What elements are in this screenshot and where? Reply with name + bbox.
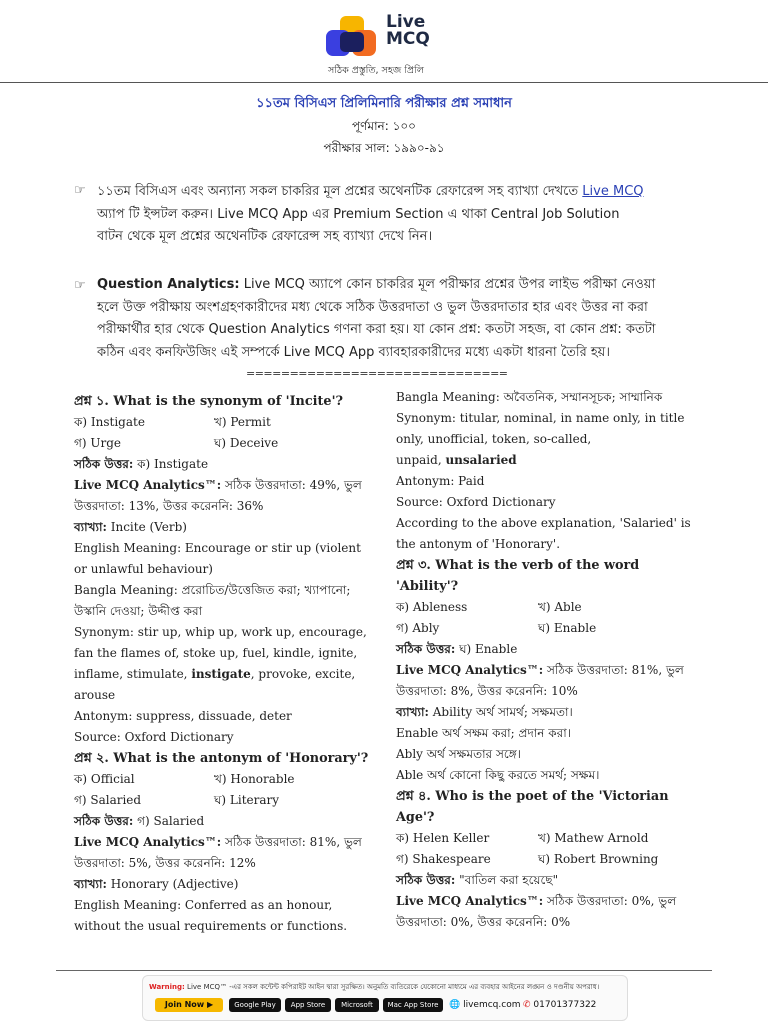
- option: ঘ) Deceive: [214, 436, 279, 450]
- option: খ) Honorable: [214, 772, 295, 786]
- phone-number[interactable]: ✆ 01701377322: [523, 1000, 597, 1010]
- logo-mark-icon: [326, 16, 380, 62]
- globe-icon: 🌐: [449, 1000, 461, 1010]
- question-4: প্রশ্ন ৪. Who is the poet of the 'Victorian: [396, 789, 669, 804]
- mac-app-store-button[interactable]: Mac App Store: [383, 998, 443, 1012]
- logo-tagline: সঠিক প্রস্তুতি, সহজ প্রিলি: [328, 65, 424, 76]
- explanation-1: ব্যাখ্যা: Incite (Verb): [74, 520, 187, 534]
- hand-pointer-icon: ☞: [74, 278, 86, 293]
- question-analytics-label: Question Analytics:: [97, 277, 240, 292]
- header-divider: [0, 82, 768, 83]
- explanation-2: ব্যাখ্যা: Honorary (Adjective): [74, 877, 239, 891]
- section-separator: ==============================: [246, 367, 508, 380]
- join-now-button[interactable]: Join Now ▶: [155, 998, 223, 1012]
- microsoft-store-button[interactable]: Microsoft: [335, 998, 379, 1012]
- intro-paragraph-2: Question Analytics: Live MCQ অ্যাপে কোন চাকরির মূল পরীক্ষার প্রশ্নের উপর লাইভ পরীক্ষা নেওয়া হলে উক্ত পরীক্ষায় অংশগ্রহণকারীদের মধ্য থেকে সঠিক উত্তরদাতা ও ভুল উত্তরদাতার হার এবং উত্তর না করা পরীক্ষার্থীর হার থেকে Question Analytics গণনা করা হয়। যা কোন প্রশ্ন: কতটা সহজ, বা কোন প্রশ্ন: কতটা কঠিন এবং কনফিউজিং এই সম্পর্কে Live MCQ App ব্যাবহারকারীদের মধ্যে একটা ধারনা তৈরি হয়।: [97, 277, 656, 360]
- live-mcq-link[interactable]: Live MCQ: [582, 184, 644, 199]
- analytics-2: Live MCQ Analytics™: সঠিক উত্তরদাতা: 81%, ভুল: [74, 835, 362, 849]
- website-link[interactable]: 🌐 livemcq.com: [449, 1000, 521, 1010]
- analytics-3: Live MCQ Analytics™: সঠিক উত্তরদাতা: 81%, ভুল: [396, 663, 684, 677]
- option: খ) Permit: [214, 415, 271, 429]
- phone-icon: ✆: [523, 1000, 531, 1010]
- option: ক) Helen Keller: [396, 831, 490, 845]
- option: গ) Salaried: [74, 793, 142, 807]
- question-2: প্রশ্ন ২. What is the antonym of 'Honorary'?: [74, 751, 369, 766]
- option: গ) Shakespeare: [396, 852, 491, 866]
- question-4-options: [396, 828, 706, 849]
- live-mcq-logo: [326, 12, 456, 76]
- option: খ) Able: [538, 600, 582, 614]
- analytics-4: Live MCQ Analytics™: সঠিক উত্তরদাতা: 0%, ভুল: [396, 894, 677, 908]
- full-marks: পূর্ণমান: ১০০: [352, 119, 416, 133]
- option: ঘ) Robert Browning: [538, 852, 659, 866]
- intro-paragraph-1: ১১তম বিসিএস এবং অন্যান্য সকল চাকরির মূল প্রশ্নের অথেনটিক রেফারেন্স সহ ব্যাখ্যা দেখতে Live MCQ অ্যাপ টি ইন্সটল করুন। Live MCQ App এর Premium Section এ থাকা Central Job Solution বাটন থেকে মূল প্রশ্নের অথেনটিক রেফারেন্স সহ ব্যাখ্যা দেখে নিন।: [97, 184, 644, 244]
- answer-3: সঠিক উত্তর: ঘ) Enable: [396, 642, 518, 656]
- option: ক) Instigate: [74, 415, 145, 429]
- question-3-options: [396, 597, 706, 618]
- question-1: প্রশ্ন ১. What is the synonym of 'Incite'?: [74, 394, 343, 409]
- page-title: ১১তম বিসিএস প্রিলিমিনারি পরীক্ষার প্রশ্ন সমাধান: [256, 96, 512, 111]
- option: গ) Ably: [396, 621, 440, 635]
- question-3: প্রশ্ন ৩. What is the verb of the word: [396, 558, 640, 573]
- option: ঘ) Literary: [214, 793, 280, 807]
- google-play-button[interactable]: Google Play: [229, 998, 281, 1012]
- left-column: প্রশ্ন ১. What is the synonym of 'Incite'? ক) Instigate খ) Permit গ) Urge ঘ) Deceive সঠিক উত্তর: ক) Instigate Live MCQ Analytics™: সঠিক উত্তরদাতা: 49%, ভুল উত্তরদাতা: 13%, উত্তর করেননি: 36% ব্যাখ্যা: Incite (Verb) English Meaning: Encourage or stir up (violent or unlawful behaviour) Bangla Meaning: প্ররোচিত/উত্তেজিত করা; খ্যাপানো; উস্কানি দেওয়া; উদ্দীপ্ত করা Synonym: stir up, whip up, work up, encourage, fan the flames of, stoke up, fuel, kindle, ignite, inflame, stimulate, instigate, provoke, excite, arouse Antonym: suppress, dissuade, deter Source: Oxford Dictionary প্রশ্ন ২. What is the antonym of 'Honorary'? ক) Official খ) Honorable গ) Salaried ঘ) Literary সঠিক উত্তর: গ) Salaried Live MCQ Analytics™: সঠিক উত্তরদাতা: 81%, ভুল উত্তরদাতা: 5%, উত্তর করেননি: 12% ব্যাখ্যা: Honorary (Adjective) English Meaning: Conferred as an honour, without the usual requirements or functions.: [74, 391, 374, 937]
- answer-4: সঠিক উত্তর: "বাতিল করা হয়েছে": [396, 873, 559, 887]
- option: ঘ) Enable: [538, 621, 597, 635]
- option: ক) Ableness: [396, 600, 468, 614]
- hand-pointer-icon: ☞: [74, 183, 86, 198]
- right-column: Bangla Meaning: অবৈতনিক, সম্মানসূচক; সাম্মানিক Synonym: titular, nominal, in name only, in title only, unofficial, token, so-called, unpaid, unsalaried Antonym: Paid Source: Oxford Dictionary According to the above explanation, 'Salaried' is the antonym of 'Honorary'. প্রশ্ন ৩. What is the verb of the word 'Ability'? ক) Ableness খ) Able গ) Ably ঘ) Enable সঠিক উত্তর: ঘ) Enable Live MCQ Analytics™: সঠিক উত্তরদাতা: 81%, ভুল উত্তরদাতা: 8%, উত্তর করেননি: 10% ব্যাখ্যা: Ability অর্থ সামর্থ; সক্ষমতা। Enable অর্থ সক্ষম করা; প্রদান করা। Ably অর্থ সক্ষমতার সঙ্গে। Able অর্থ কোনো কিছু করতে সমর্থ; সক্ষম। প্রশ্ন ৪. Who is the poet of the 'Victorian Age'? ক) Helen Keller খ) Mathew Arnold গ) Shakespeare ঘ) Robert Browning সঠিক উত্তর: "বাতিল করা হয়েছে" Live MCQ Analytics™: সঠিক উত্তরদাতা: 0%, ভুল উত্তরদাতা: 0%, উত্তর করেননি: 0%: [396, 387, 706, 933]
- footer-banner: [142, 975, 628, 1021]
- option: খ) Mathew Arnold: [538, 831, 649, 845]
- explanation-3: ব্যাখ্যা: Ability অর্থ সামর্থ; সক্ষমতা।: [396, 705, 573, 719]
- option: গ) Urge: [74, 436, 121, 450]
- exam-year: পরীক্ষার সাল: ১৯৯০-৯১: [323, 141, 445, 155]
- copyright-warning: Warning: Live MCQ™ -এর সকল কন্টেন্ট কপিরাইট আইন দ্বারা সুরক্ষিত। অনুমতি ব্যতিরেকে যেকোনো মাধ্যমে এর ব্যবহার আইনের লঙ্ঘন ও দণ্ডনীয় অপরাধ।: [149, 983, 600, 991]
- question-1-options: [74, 412, 374, 433]
- footer-divider: [56, 970, 712, 971]
- answer-1: সঠিক উত্তর: ক) Instigate: [74, 457, 209, 471]
- question-2-options: [74, 769, 374, 790]
- logo-wordmark: Live MCQ: [386, 12, 430, 49]
- analytics-1: Live MCQ Analytics™: সঠিক উত্তরদাতা: 49%, ভুল: [74, 478, 362, 492]
- app-store-button[interactable]: App Store: [285, 998, 331, 1012]
- answer-2: সঠিক উত্তর: গ) Salaried: [74, 814, 205, 828]
- option: ক) Official: [74, 772, 135, 786]
